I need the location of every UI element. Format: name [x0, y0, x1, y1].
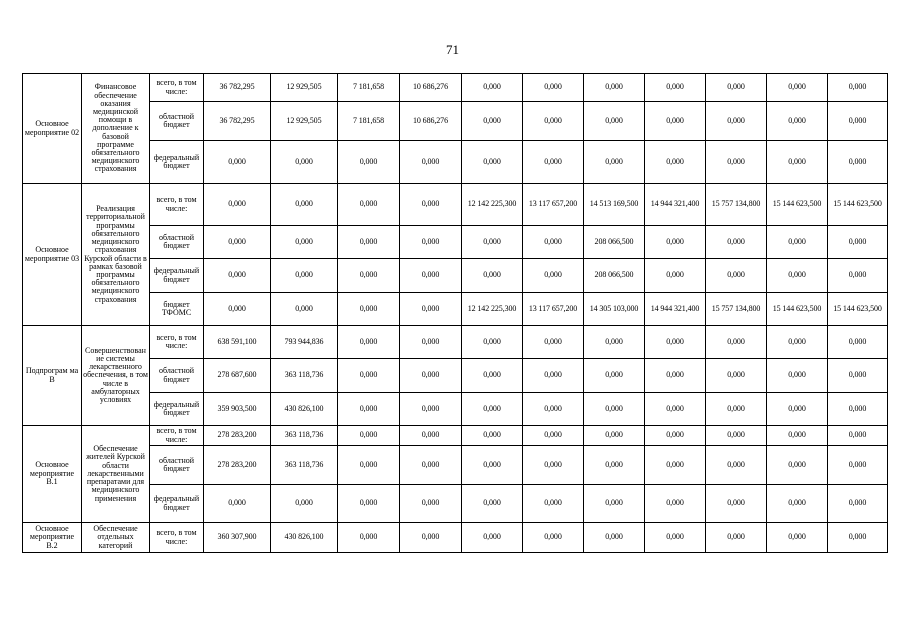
value-cell: 14 305 103,000: [584, 293, 645, 326]
value-cell: 0,000: [645, 393, 706, 426]
funding-source-label: всего, в том числе:: [150, 426, 204, 446]
value-cell: 0,000: [204, 293, 271, 326]
section-name: Основное мероприятие В.1: [23, 426, 82, 523]
value-cell: 0,000: [645, 102, 706, 141]
value-cell: 0,000: [400, 393, 462, 426]
value-cell: 0,000: [828, 446, 888, 485]
value-cell: 0,000: [204, 259, 271, 293]
value-cell: 10 686,276: [400, 102, 462, 141]
value-cell: 15 144 623,500: [828, 184, 888, 226]
value-cell: 0,000: [584, 359, 645, 393]
value-cell: 12 929,505: [271, 102, 338, 141]
value-cell: 12 929,505: [271, 74, 338, 102]
funding-source-label: всего, в том числе:: [150, 523, 204, 553]
value-cell: 0,000: [584, 102, 645, 141]
value-cell: 0,000: [523, 102, 584, 141]
value-cell: 0,000: [584, 141, 645, 184]
value-cell: 208 066,500: [584, 226, 645, 259]
table-row: [23, 393, 888, 426]
value-cell: 0,000: [338, 226, 400, 259]
value-cell: 14 513 169,500: [584, 184, 645, 226]
value-cell: 359 903,500: [204, 393, 271, 426]
value-cell: 363 118,736: [271, 446, 338, 485]
value-cell: 0,000: [271, 141, 338, 184]
value-cell: 0,000: [767, 259, 828, 293]
value-cell: 0,000: [271, 293, 338, 326]
page-number: 71: [446, 42, 459, 57]
value-cell: 0,000: [271, 485, 338, 523]
value-cell: 0,000: [400, 359, 462, 393]
table-row: [23, 326, 888, 359]
value-cell: 0,000: [523, 359, 584, 393]
value-cell: 0,000: [706, 446, 767, 485]
value-cell: 14 944 321,400: [645, 184, 706, 226]
value-cell: 0,000: [338, 446, 400, 485]
funding-source-label: областной бюджет: [150, 446, 204, 485]
value-cell: 363 118,736: [271, 426, 338, 446]
value-cell: 0,000: [828, 141, 888, 184]
value-cell: 0,000: [706, 74, 767, 102]
value-cell: 0,000: [338, 293, 400, 326]
value-cell: 0,000: [338, 426, 400, 446]
value-cell: 15 144 623,500: [767, 293, 828, 326]
funding-source-label: всего, в том числе:: [150, 326, 204, 359]
value-cell: 0,000: [828, 259, 888, 293]
value-cell: 0,000: [645, 326, 706, 359]
value-cell: 0,000: [338, 523, 400, 553]
value-cell: 0,000: [828, 426, 888, 446]
value-cell: 0,000: [462, 523, 523, 553]
value-cell: 0,000: [338, 184, 400, 226]
value-cell: 0,000: [400, 485, 462, 523]
value-cell: 7 181,658: [338, 74, 400, 102]
value-cell: 0,000: [400, 184, 462, 226]
value-cell: 0,000: [706, 393, 767, 426]
table-row: [23, 102, 888, 141]
value-cell: 0,000: [706, 426, 767, 446]
funding-source-label: федеральный бюджет: [150, 141, 204, 184]
section-name: Основное мероприятие В.2: [23, 523, 82, 553]
value-cell: 0,000: [645, 359, 706, 393]
value-cell: 15 757 134,800: [706, 184, 767, 226]
value-cell: 15 144 623,500: [828, 293, 888, 326]
value-cell: 0,000: [645, 226, 706, 259]
value-cell: 430 826,100: [271, 523, 338, 553]
value-cell: 360 307,900: [204, 523, 271, 553]
value-cell: 0,000: [400, 226, 462, 259]
value-cell: 430 826,100: [271, 393, 338, 426]
value-cell: 13 117 657,200: [523, 184, 584, 226]
value-cell: 0,000: [400, 446, 462, 485]
value-cell: 0,000: [462, 485, 523, 523]
value-cell: 0,000: [645, 446, 706, 485]
value-cell: 0,000: [767, 393, 828, 426]
value-cell: 0,000: [828, 226, 888, 259]
value-cell: 0,000: [462, 426, 523, 446]
value-cell: 0,000: [706, 141, 767, 184]
value-cell: 0,000: [706, 259, 767, 293]
value-cell: 36 782,295: [204, 102, 271, 141]
value-cell: 0,000: [828, 102, 888, 141]
table-row: [23, 485, 888, 523]
table-row: [23, 426, 888, 446]
value-cell: 278 283,200: [204, 446, 271, 485]
value-cell: 0,000: [584, 393, 645, 426]
funding-source-label: всего, в том числе:: [150, 184, 204, 226]
value-cell: 0,000: [338, 326, 400, 359]
value-cell: 0,000: [462, 446, 523, 485]
value-cell: 0,000: [400, 326, 462, 359]
table-row: [23, 184, 888, 226]
value-cell: 0,000: [645, 74, 706, 102]
value-cell: 793 944,836: [271, 326, 338, 359]
value-cell: 0,000: [523, 523, 584, 553]
funding-source-label: областной бюджет: [150, 102, 204, 141]
value-cell: 12 142 225,300: [462, 184, 523, 226]
value-cell: 0,000: [645, 485, 706, 523]
value-cell: 0,000: [584, 74, 645, 102]
funding-source-label: областной бюджет: [150, 226, 204, 259]
value-cell: 0,000: [462, 226, 523, 259]
value-cell: 0,000: [462, 141, 523, 184]
value-cell: 0,000: [706, 102, 767, 141]
value-cell: 0,000: [767, 102, 828, 141]
value-cell: 278 283,200: [204, 426, 271, 446]
value-cell: 0,000: [767, 485, 828, 523]
value-cell: 10 686,276: [400, 74, 462, 102]
value-cell: 0,000: [706, 485, 767, 523]
value-cell: 13 117 657,200: [523, 293, 584, 326]
value-cell: 0,000: [204, 184, 271, 226]
value-cell: 0,000: [462, 74, 523, 102]
value-cell: 0,000: [462, 393, 523, 426]
value-cell: 12 142 225,300: [462, 293, 523, 326]
table-row: [23, 359, 888, 393]
value-cell: 0,000: [204, 226, 271, 259]
value-cell: 208 066,500: [584, 259, 645, 293]
value-cell: 0,000: [523, 226, 584, 259]
value-cell: 0,000: [706, 226, 767, 259]
value-cell: 0,000: [828, 359, 888, 393]
value-cell: 0,000: [706, 326, 767, 359]
value-cell: 0,000: [767, 326, 828, 359]
value-cell: 0,000: [828, 485, 888, 523]
value-cell: 0,000: [271, 259, 338, 293]
funding-source-label: федеральный бюджет: [150, 259, 204, 293]
value-cell: 0,000: [400, 293, 462, 326]
value-cell: 0,000: [828, 393, 888, 426]
value-cell: 0,000: [767, 359, 828, 393]
funding-source-label: областной бюджет: [150, 359, 204, 393]
table-row: [23, 226, 888, 259]
value-cell: 0,000: [706, 359, 767, 393]
value-cell: 0,000: [645, 141, 706, 184]
value-cell: 0,000: [338, 359, 400, 393]
value-cell: 0,000: [523, 426, 584, 446]
table-row: [23, 293, 888, 326]
value-cell: 0,000: [767, 74, 828, 102]
value-cell: 0,000: [767, 226, 828, 259]
table-row: [23, 446, 888, 485]
value-cell: 0,000: [767, 446, 828, 485]
value-cell: 0,000: [523, 393, 584, 426]
value-cell: 0,000: [584, 426, 645, 446]
value-cell: 0,000: [645, 259, 706, 293]
value-cell: 15 144 623,500: [767, 184, 828, 226]
value-cell: 0,000: [400, 141, 462, 184]
value-cell: 0,000: [584, 446, 645, 485]
value-cell: 0,000: [584, 523, 645, 553]
value-cell: 0,000: [462, 326, 523, 359]
value-cell: 0,000: [338, 485, 400, 523]
value-cell: 0,000: [828, 74, 888, 102]
section-description: Финансовое обеспечение оказания медицинской помощи в дополнение к базовой программе обязательного медицинского страхования: [82, 74, 150, 184]
section-name: Основное мероприятие 03: [23, 184, 82, 326]
value-cell: 0,000: [584, 326, 645, 359]
value-cell: 0,000: [271, 184, 338, 226]
value-cell: 36 782,295: [204, 74, 271, 102]
value-cell: 7 181,658: [338, 102, 400, 141]
value-cell: 0,000: [462, 102, 523, 141]
value-cell: 0,000: [584, 485, 645, 523]
value-cell: 0,000: [523, 485, 584, 523]
value-cell: 0,000: [338, 259, 400, 293]
funding-source-label: бюджет ТФОМС: [150, 293, 204, 326]
value-cell: 0,000: [645, 523, 706, 553]
value-cell: 0,000: [523, 259, 584, 293]
value-cell: 0,000: [523, 446, 584, 485]
value-cell: 0,000: [204, 141, 271, 184]
section-name: Подпрограм ма В: [23, 326, 82, 426]
value-cell: 0,000: [204, 485, 271, 523]
value-cell: 0,000: [338, 141, 400, 184]
value-cell: 638 591,100: [204, 326, 271, 359]
value-cell: 0,000: [400, 523, 462, 553]
value-cell: 0,000: [523, 141, 584, 184]
value-cell: 0,000: [523, 74, 584, 102]
value-cell: 0,000: [828, 523, 888, 553]
value-cell: 0,000: [400, 426, 462, 446]
section-name: Основное мероприятие 02: [23, 74, 82, 184]
value-cell: 0,000: [462, 259, 523, 293]
section-description: Совершенствован ие системы лекарственного обеспечения, в том числе в амбулаторных условиях: [82, 326, 150, 426]
funding-source-label: федеральный бюджет: [150, 393, 204, 426]
table-row: [23, 74, 888, 102]
value-cell: 0,000: [271, 226, 338, 259]
value-cell: 0,000: [645, 426, 706, 446]
value-cell: 15 757 134,800: [706, 293, 767, 326]
funding-source-label: федеральный бюджет: [150, 485, 204, 523]
value-cell: 14 944 321,400: [645, 293, 706, 326]
value-cell: 0,000: [767, 141, 828, 184]
value-cell: 0,000: [767, 523, 828, 553]
value-cell: 0,000: [706, 523, 767, 553]
budget-table: [22, 73, 888, 553]
value-cell: 0,000: [828, 326, 888, 359]
table-row: [23, 259, 888, 293]
value-cell: 278 687,600: [204, 359, 271, 393]
section-description: Реализация территориальной программы обязательного медицинского страхования Курской области в рамках базовой программы обязательного медицинского страхования: [82, 184, 150, 326]
value-cell: 0,000: [400, 259, 462, 293]
section-description: Обеспечение отдельных категорий: [82, 523, 150, 553]
value-cell: 0,000: [462, 359, 523, 393]
value-cell: 0,000: [767, 426, 828, 446]
table-row: [23, 523, 888, 553]
funding-source-label: всего, в том числе:: [150, 74, 204, 102]
value-cell: 0,000: [338, 393, 400, 426]
section-description: Обеспечение жителей Курской области лекарственными препаратами для медицинского применения: [82, 426, 150, 523]
value-cell: 363 118,736: [271, 359, 338, 393]
table-row: [23, 141, 888, 184]
value-cell: 0,000: [523, 326, 584, 359]
